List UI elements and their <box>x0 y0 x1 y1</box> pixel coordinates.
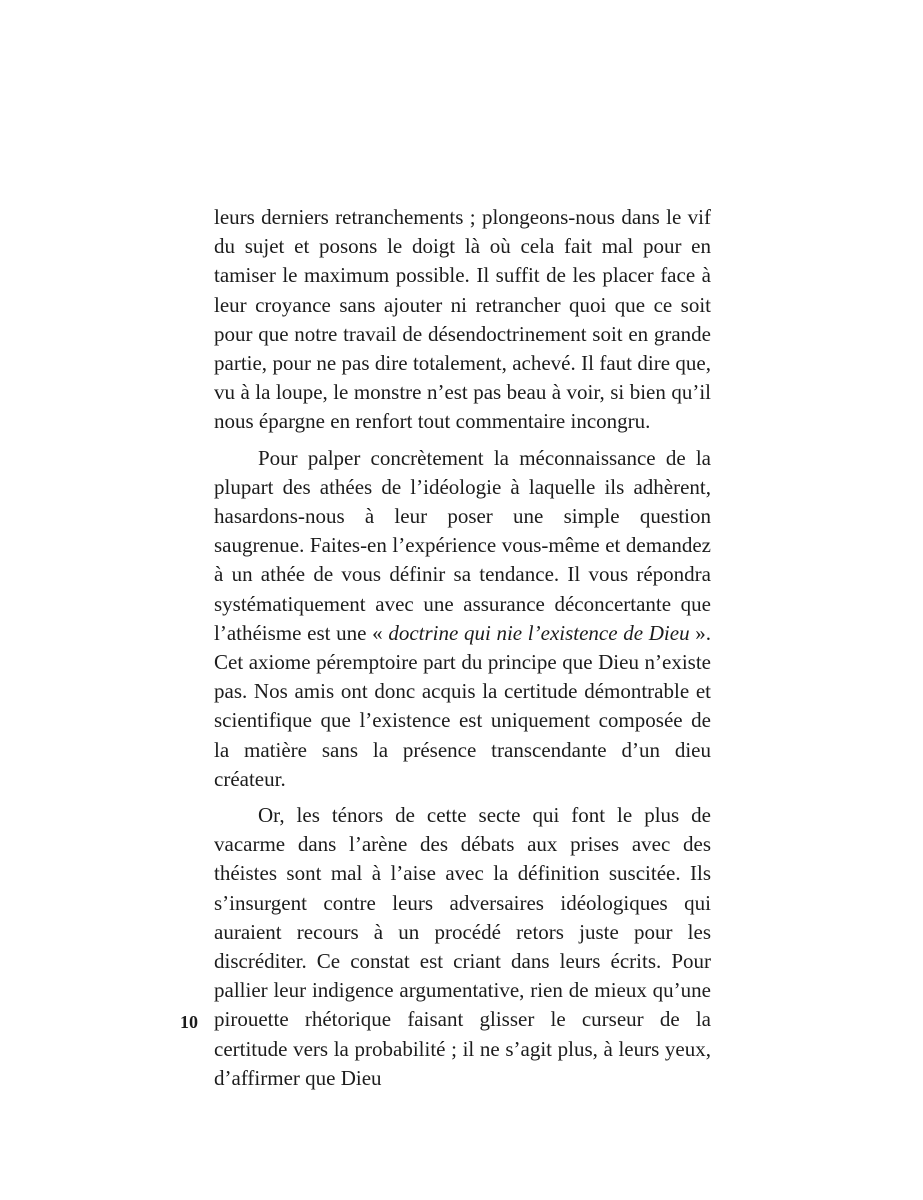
paragraph-2-emphasis: doctrine qui nie l’existence de Dieu <box>388 620 690 645</box>
paragraph-1: leurs derniers retranchements ; plongeons-nous dans le vif du sujet et posons le doigt là où cela fait mal pour en tamiser le maximum possible. Il suffit de les placer face à leur croyance sans ajouter ni retrancher quoi que ce soit pour que notre travail de désendoctrinement soit en grande partie, pour ne pas dire totalement, achevé. Il faut dire que, vu à la loupe, le monstre n’est pas beau à voir, si bien qu’il nous épargne en renfort tout commentaire incongru. <box>214 205 711 434</box>
body-text <box>214 203 711 1093</box>
page-number: 10 <box>180 1012 198 1032</box>
paragraph-2-text-before: Pour palper concrètement la méconnaissance de la plupart des athées de l’idéologie à laquelle ils adhèrent, hasardons-nous à leur poser une simple question saugrenue. Faites-en l’expérience vous-même et demandez à un athée de vous définir sa tendance. Il vous répondra systématiquement avec une assurance déconcertante que l’athéisme est une « <box>214 445 711 645</box>
paragraph-2-text-after: ». Cet axiome péremptoire part du principe que Dieu n’existe pas. Nos amis ont donc acquis la certitude démontrable et scientifique que l’existence est uniquement composée de la matière sans la présence transcendante d’un dieu créateur. <box>214 620 712 791</box>
paragraph-2 <box>214 444 711 794</box>
paragraph-3: Or, les ténors de cette secte qui font le plus de vacarme dans l’arène des débats aux prises avec des théistes sont mal à l’aise avec la définition suscitée. Ils s’insurgent contre leurs adversaires idéologiques qui auraient recours à un procédé retors juste pour les discréditer. Ce constat est criant dans leurs écrits. Pour pallier leur indigence argumentative, rien de mieux qu’une pirouette rhétorique faisant glisser le curseur de la certitude vers la probabilité ; il ne s’agit plus, à leurs yeux, d’affirmer que Dieu <box>214 803 711 1090</box>
